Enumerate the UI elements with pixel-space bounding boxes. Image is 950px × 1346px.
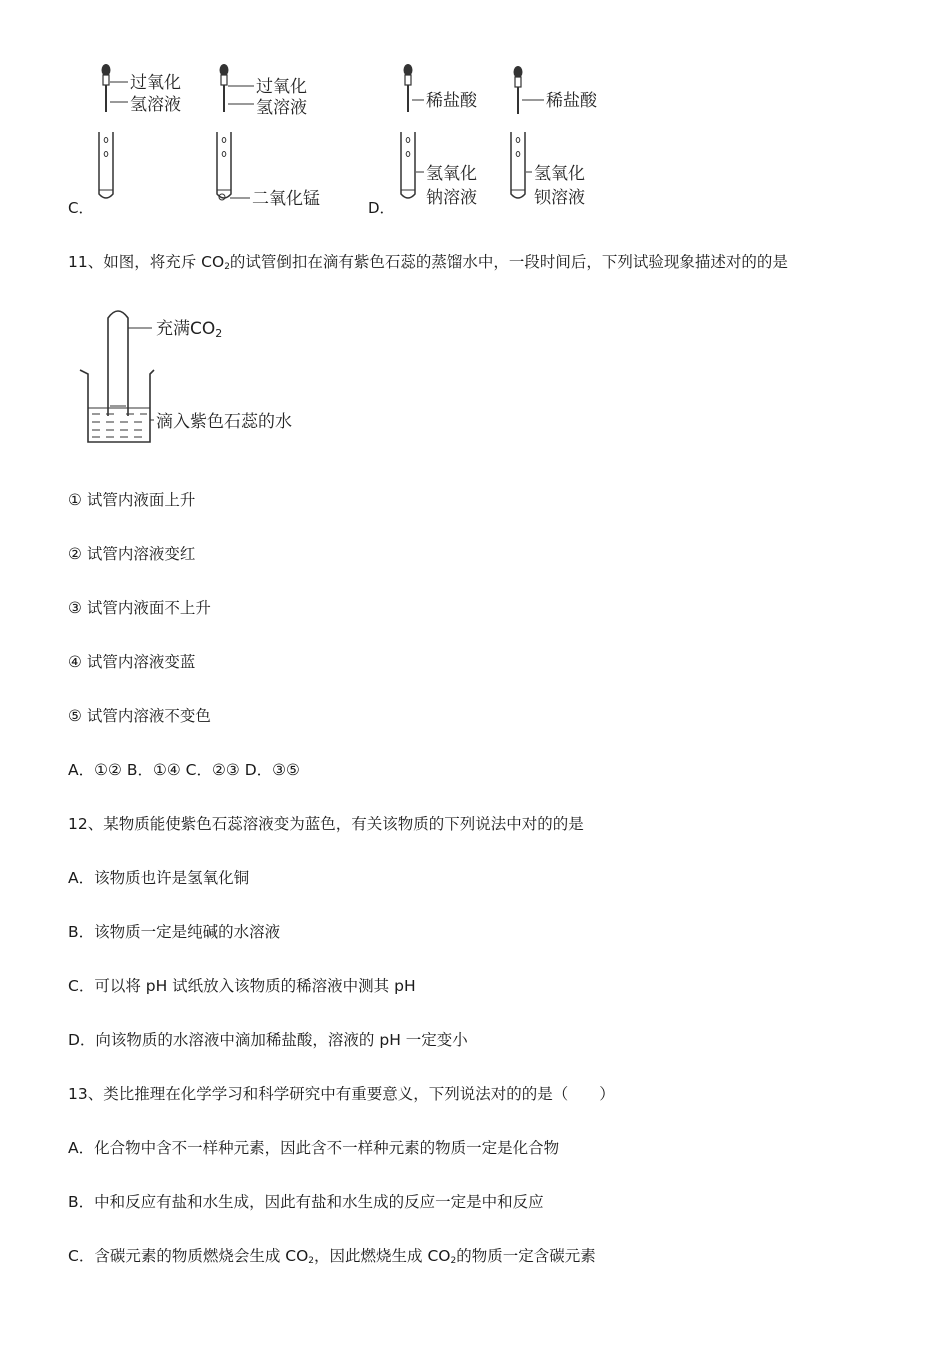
q11-item-4: ④ 试管内溶液变蓝 xyxy=(68,653,196,671)
q11-item-2: ② 试管内溶液变红 xyxy=(68,545,196,563)
d-right-tube-label-2: 钡溶液 xyxy=(534,188,585,208)
dropper-c-left xyxy=(102,64,111,112)
d-right-tube-label-1: 氢氧化 xyxy=(534,164,585,184)
fig-label-tube: 充满CO2 xyxy=(156,319,223,340)
option-d-label: D． xyxy=(368,199,395,217)
d-left-tube-label-2: 钠溶液 xyxy=(426,188,477,208)
c-right-label-1: 过氧化 xyxy=(256,77,307,97)
d-left-dropper-label: 稀盐酸 xyxy=(426,91,477,111)
dropper-c-right xyxy=(220,64,229,112)
q11-beaker-figure xyxy=(70,300,390,450)
q12-option-b: B．该物质一定是纯碱的水溶液 xyxy=(68,923,281,941)
top-apparatus-figure xyxy=(0,0,950,225)
q12-option-a: A．该物质也许是氢氧化铜 xyxy=(68,869,250,887)
testtube-c-right xyxy=(217,132,231,198)
testtube-d-right xyxy=(511,132,525,198)
q12-option-c: C．可以将 pH 试纸放入该物质的稀溶液中测其 pH xyxy=(68,977,416,995)
q13-option-c: C．含碳元素的物质燃烧会生成 $CO_2$，因此燃烧生成 $CO_2$的物质一定含碳元素 xyxy=(68,1247,596,1266)
q11-options: A．①② B．①④ C．②③ D．③⑤ xyxy=(68,761,300,779)
c-right-tube-label: 二氧化锰 xyxy=(252,189,320,209)
q11-item-1: ① 试管内液面上升 xyxy=(68,491,196,509)
dropper-d-left xyxy=(404,64,413,112)
d-right-dropper-label: 稀盐酸 xyxy=(546,91,597,111)
option-c-label: C． xyxy=(68,199,94,217)
testtube-c-left xyxy=(99,132,113,198)
q12-stem: 12、某物质能使紫色石蕊溶液变为蓝色，有关该物质的下列说法中对的的是 xyxy=(68,815,584,833)
q11-stem: 11、如图，将充斥 $CO_2$的试管倒扣在滴有紫色石蕊的蒸馏水中，一段时间后，下列试验现象描述对的的是 xyxy=(68,253,788,272)
q13-option-b: B．中和反应有盐和水生成，因此有盐和水生成的反应一定是中和反应 xyxy=(68,1193,544,1211)
q12-option-d: D．向该物质的水溶液中滴加稀盐酸，溶液的 pH 一定变小 xyxy=(68,1031,468,1049)
c-left-label-1: 过氧化 xyxy=(130,73,181,93)
q11-item-5: ⑤ 试管内溶液不变色 xyxy=(68,707,211,725)
testtube-d-left xyxy=(401,132,415,198)
c-left-label-2: 氢溶液 xyxy=(130,95,181,115)
q11-item-3: ③ 试管内液面不上升 xyxy=(68,599,211,617)
q13-option-a: A．化合物中含不一样种元素，因此含不一样种元素的物质一定是化合物 xyxy=(68,1139,560,1157)
c-right-label-2: 氢溶液 xyxy=(256,98,307,118)
d-left-tube-label-1: 氢氧化 xyxy=(426,164,477,184)
fig-label-water: 滴入紫色石蕊的水 xyxy=(156,412,292,432)
q13-stem: 13、类比推理在化学学习和科学研究中有重要意义，下列说法对的的是（ ） xyxy=(68,1085,615,1103)
dropper-d-right xyxy=(514,66,523,114)
